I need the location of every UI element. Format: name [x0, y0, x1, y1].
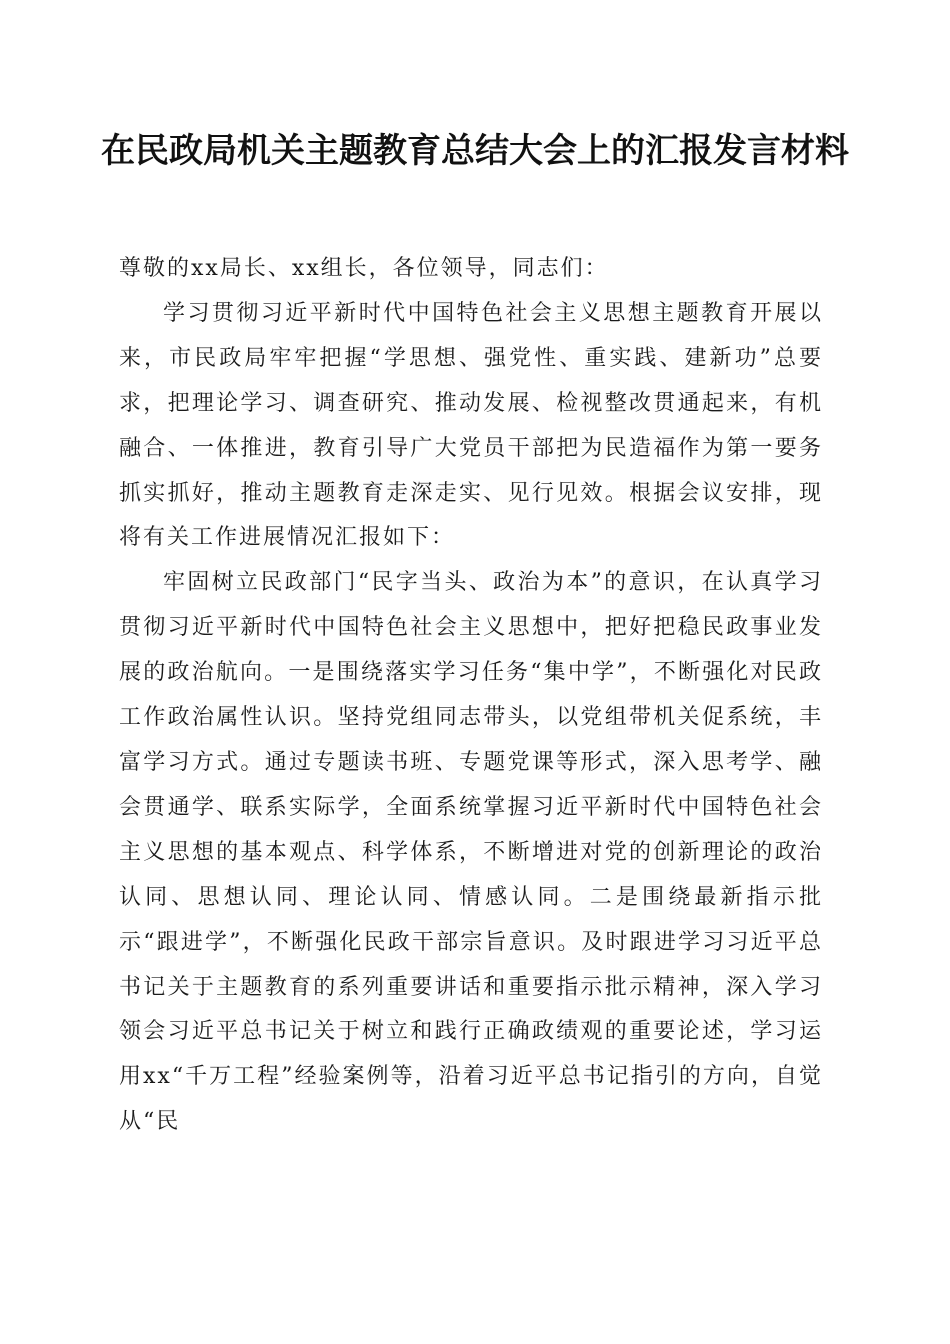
document-title: 在民政局机关主题教育总结大会上的汇报发言材料: [101, 131, 849, 171]
paragraph: 牢固树立民政部门“民字当头、政治为本”的意识，在认真学习贯彻习近平新时代中国特色社会主义思想中，把好把稳民政事业发展的政治航向。一是围绕落实学习任务“集中学”，不断强化对民政工作政治属性认识。坚持党组同志带头，以党组带机关促系统，丰富学习方式。通过专题读书班、专题党课等形式，深入思考学、融会贯通学、联系实际学，全面系统掌握习近平新时代中国特色社会主义思想的基本观点、科学体系，不断增进对党的创新理论的政治认同、思想认同、理论认同、情感认同。二是围绕最新指示批示“跟进学”，不断强化民政干部宗旨意识。及时跟进学习习近平总书记关于主题教育的系列重要讲话和重要指示批示精神，深入学习领会习近平总书记关于树立和践行正确政绩观的重要论述，学习运用xx“千万工程”经验案例等，沿着习近平总书记指引的方向，自觉从“民: [119, 570, 823, 1135]
paragraph: 学习贯彻习近平新时代中国特色社会主义思想主题教育开展以来，市民政局牢牢把握“学思想、强党性、重实践、建新功”总要求，把理论学习、调查研究、推动发展、检视整改贯通起来，有机融合、一体推进，教育引导广大党员干部把为民造福作为第一要务抓实抓好，推动主题教育走深走实、见行见效。根据会议安排，现将有关工作进展情况汇报如下：: [119, 300, 823, 551]
greeting: 尊敬的xx局长、xx组长，各位领导，同志们：: [119, 256, 609, 281]
document-body: [119, 247, 823, 1145]
